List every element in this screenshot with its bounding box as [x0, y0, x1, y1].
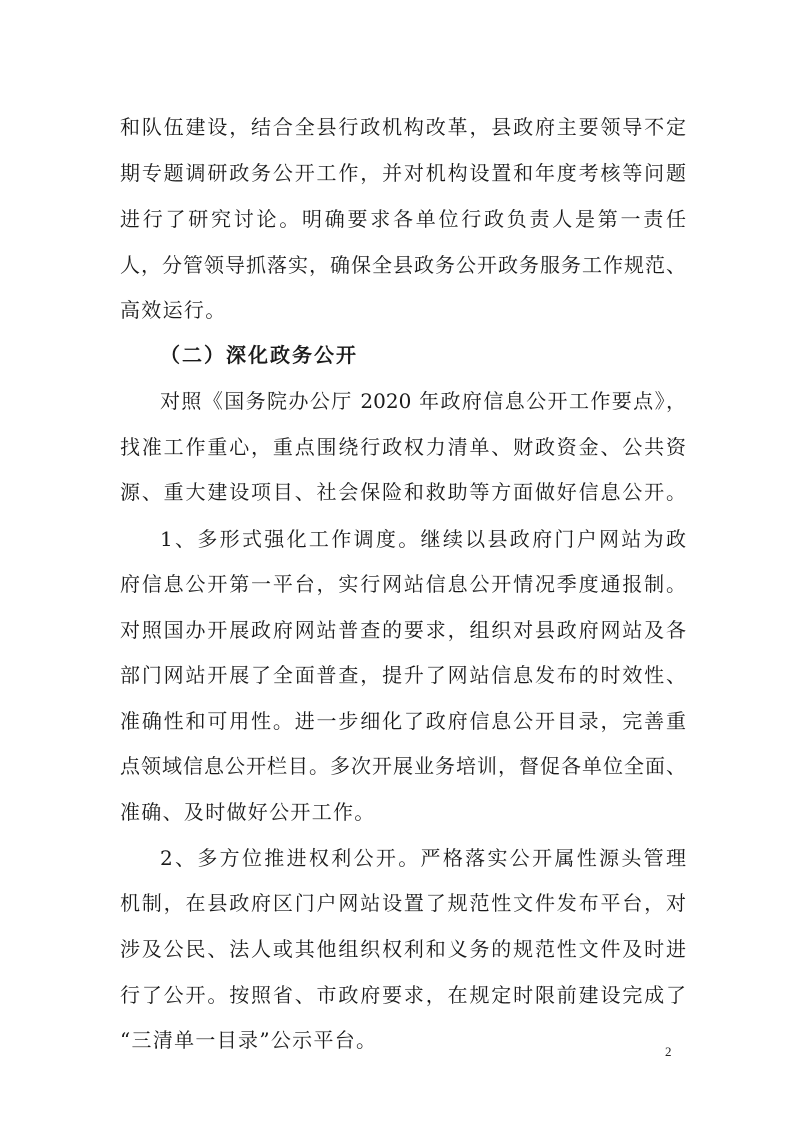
- paragraph-line: 机制，在县政府区门户网站设置了规范性文件发布平台，对: [120, 891, 686, 915]
- paragraph-line: 部门网站开展了全面普查，提升了网站信息发布的时效性、: [120, 663, 686, 687]
- paragraph-line: 源、重大建设项目、社会保险和救助等方面做好信息公开。: [120, 480, 686, 504]
- paragraph-line: 准确性和可用性。进一步细化了政府信息公开目录，完善重: [120, 709, 686, 733]
- paragraph-line: “三清单一目录”公示平台。: [120, 1028, 378, 1052]
- paragraph-line: 府信息公开第一平台，实行网站信息公开情况季度通报制。: [120, 572, 686, 596]
- paragraph-line: 人，分管领导抓落实，确保全县政务公开政务服务工作规范、: [120, 253, 686, 277]
- paragraph-line: 高效运行。: [120, 298, 227, 322]
- section-heading: （二）深化政务公开: [160, 343, 358, 367]
- paragraph-line: 和队伍建设，结合全县行政机构改革，县政府主要领导不定: [120, 115, 686, 139]
- paragraph-line: 进行了研究讨论。明确要求各单位行政负责人是第一责任: [120, 207, 686, 231]
- paragraph-line: 对照国办开展政府网站普查的要求，组织对县政府网站及各: [120, 618, 686, 642]
- paragraph-line: 期专题调研政务公开工作，并对机构设置和年度考核等问题: [120, 161, 686, 185]
- paragraph-line: 准确、及时做好公开工作。: [120, 800, 376, 824]
- paragraph-line: 点领域信息公开栏目。多次开展业务培训，督促各单位全面、: [120, 754, 686, 778]
- paragraph-line: 行了公开。按照省、市政府要求，在规定时限前建设完成了: [120, 983, 686, 1007]
- paragraph-line: 涉及公民、法人或其他组织权利和义务的规范性文件及时进: [120, 937, 686, 961]
- paragraph-line: 对照《国务院办公厅 2020 年政府信息公开工作要点》，: [160, 389, 686, 413]
- paragraph-line: 2、多方位推进权利公开。严格落实公开属性源头管理: [160, 846, 686, 870]
- paragraph-line: 1、多形式强化工作调度。继续以县政府门户网站为政: [160, 527, 686, 551]
- paragraph-line: 找准工作重心，重点围绕行政权力清单、财政资金、公共资: [120, 435, 686, 459]
- page-number: 2: [665, 1044, 672, 1059]
